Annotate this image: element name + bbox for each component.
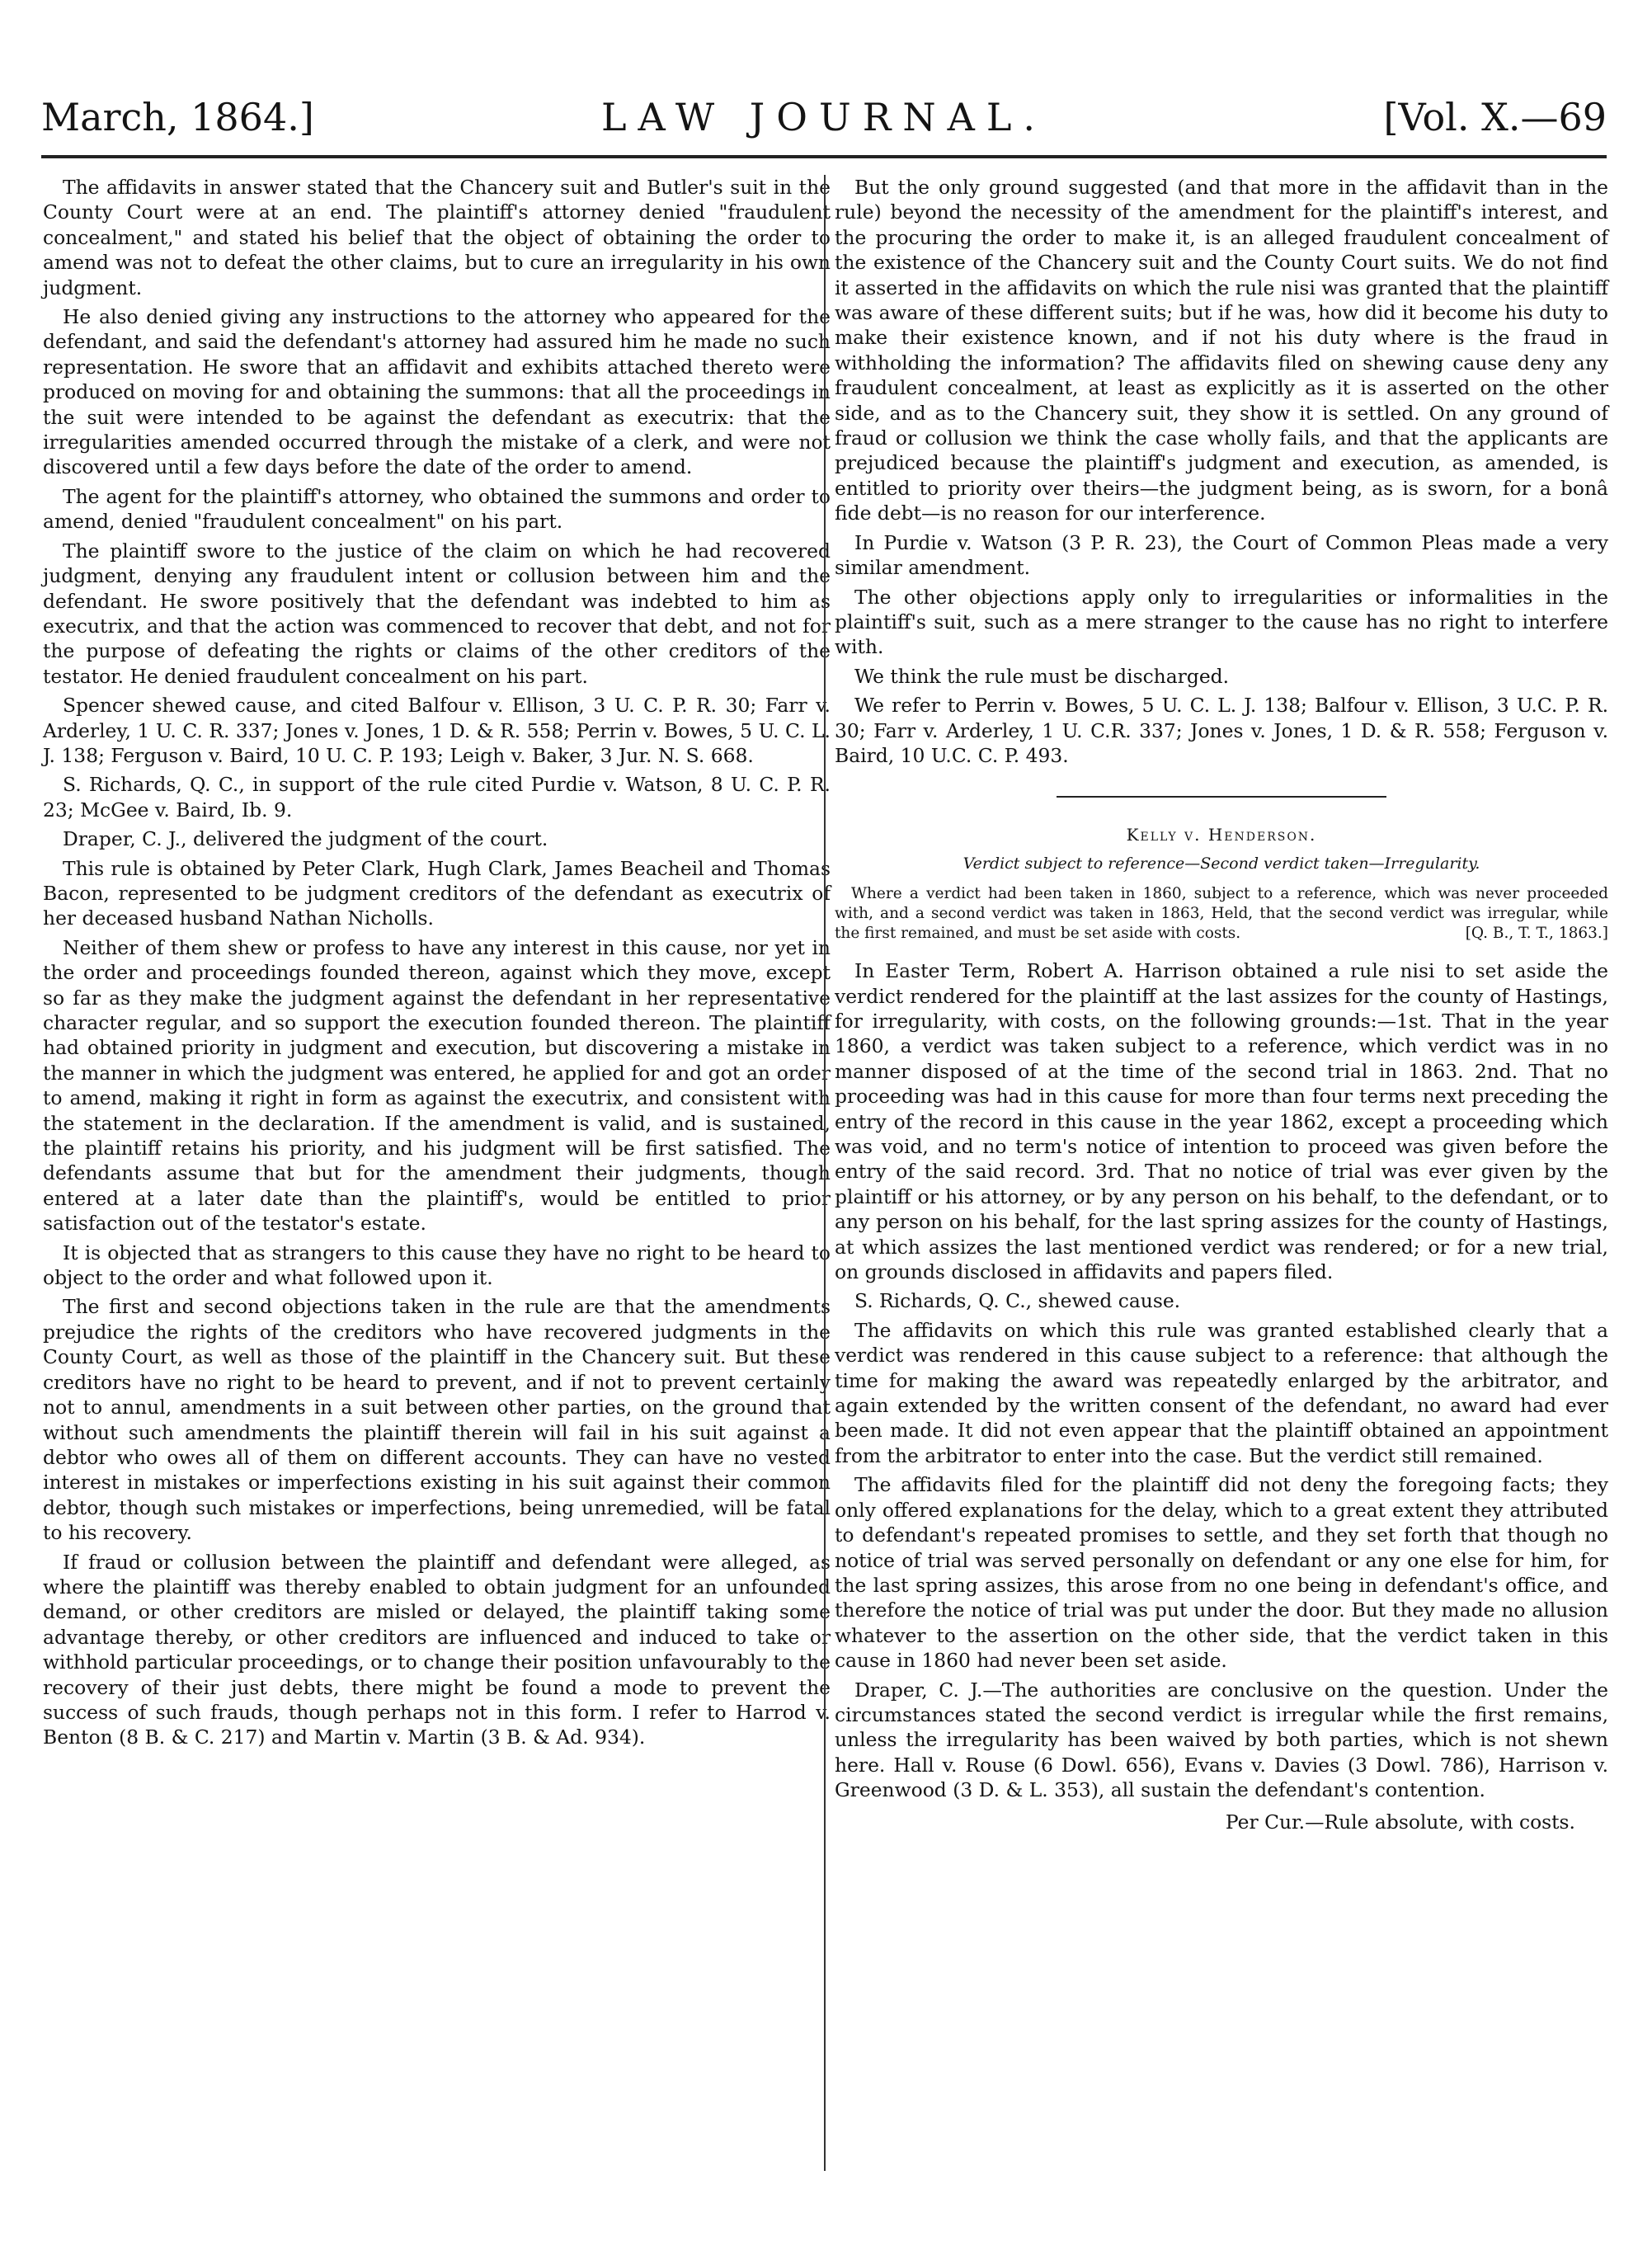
left-column bbox=[43, 175, 831, 1754]
paragraph: Draper, C. J., delivered the judgment of the court. bbox=[63, 827, 548, 851]
paragraph: If fraud or collusion between the plaintiff and defendant were alleged, as where the plaintiff was thereby enabled to obtain judgment for an unfounded demand, or other creditors are misled or delayed, the plaintiff taking some advantage thereby, or other creditors are influenced and induced to take or withhold particular proceedings, or to change their position unfavourably to the recovery of their just debts, there might be found a mode to prevent the success of such frauds, though perhaps not in this form. I refer to Harrod v. Benton (8 B. & C. 217) and Martin v. Martin (3 B. & Ad. 934). bbox=[43, 1550, 831, 1749]
paragraph: S. Richards, Q. C., shewed cause. bbox=[854, 1289, 1181, 1313]
paragraph: The agent for the plaintiff's attorney, who obtained the summons and order to amend, denied "fraudulent concealment" on his part. bbox=[43, 484, 831, 534]
header-title: LAW JOURNAL. bbox=[601, 95, 1047, 139]
closing-line: Per Cur.—Rule absolute, with costs. bbox=[1225, 1810, 1575, 1834]
case-title: Kelly v. Henderson. bbox=[1126, 825, 1317, 845]
running-header bbox=[41, 95, 1607, 153]
paragraph: S. Richards, Q. C., in support of the rule cited Purdie v. Watson, 8 U. C. P. R. 23; McGee v. Baird, Ib. 9. bbox=[43, 773, 831, 822]
paragraph: Draper, C. J.—The authorities are conclusive on the question. Under the circumstances stated the second verdict is irregular while the first remains, unless the irregularity has been waived by both parties, which is not shewn here. Hall v. Rouse (6 Dowl. 656), Evans v. Davies (3 Dowl. 786), Harrison v. Greenwood (3 D. & L. 353), all sustain the defendant's contention. bbox=[835, 1678, 1608, 1802]
paragraph: The other objections apply only to irregularities or informalities in the plaintiff's suit, such as a mere stranger to the cause has no right to interfere with. bbox=[835, 585, 1608, 659]
header-date: March, 1864.] bbox=[41, 95, 314, 139]
paragraph: The affidavits in answer stated that the Chancery suit and Butler's suit in the County Court were at an end. The plaintiff's attorney denied "fraudulent concealment," and stated his belief that the object of obtaining the order to amend was not to defeat the other claims, but to cure an irregularity in his own judgment. bbox=[43, 176, 831, 299]
paragraph: This rule is obtained by Peter Clark, Hugh Clark, James Beacheil and Thomas Bacon, represented to be judgment creditors of the defendant as executrix of her deceased husband Nathan Nicholls. bbox=[43, 856, 831, 930]
paragraph: In Easter Term, Robert A. Harrison obtained a rule nisi to set aside the verdict rendered for the plaintiff at the last assizes for the county of Hastings, for irregularity, with costs, on the following grounds:—1st. That in the year 1860, a verdict was taken subject to a reference, which verdict was in no manner disposed of at the time of the second trial in 1863. 2nd. That no proceeding was had in this cause for more than four terms next preceding the entry of the record in this cause in the year 1862, except a proceeding which was void, and no term's notice of intention to proceed was given before the entry of the said record. 3rd. That no notice of trial was ever given by the plaintiff or his attorney, or by any person on his behalf, to the defendant, or to any person on his behalf, for the last spring assizes for the county of Hastings, at which assizes the last mentioned verdict was rendered; or for a new trial, on grounds disclosed in affidavits and papers filed. bbox=[835, 959, 1608, 1284]
column-divider bbox=[824, 175, 826, 2171]
headnote-text: Where a verdict had been taken in 1860, subject to a reference, which was never proceeded with, and a second verdict was taken in 1863, Held, that the second verdict was irregular, while the first remained, and must be set aside with costs. bbox=[835, 885, 1608, 943]
paragraph: But the only ground suggested (and that more in the affidavit than in the rule) beyond the necessity of the amendment for the plaintiff's interest, and the procuring the order to make it, is an alleged fraudulent concealment of the existence of the Chancery suit and the County Court suits. We do not find it asserted in the affidavits on which the rule nisi was granted that the plaintiff was aware of these different suits; but if he was, how did it become his duty to make their existence known, and if not his duty where is the fraud in withholding the information? The affidavits filed on shewing cause deny any fraudulent concealment, at least as explicitly as it is asserted on the other side, and as to the Chancery suit, they show it is settled. On any ground of fraud or collusion we think the case wholly fails, and that the applicants are prejudiced because the plaintiff's judgment and execution, as amended, is entitled to priority over theirs—the judgment being, as is sworn, for a bonâ fide debt—is no reason for our interference. bbox=[835, 176, 1608, 525]
paragraph: He also denied giving any instructions to the attorney who appeared for the defendant, and said the defendant's attorney had assured him he made no such representation. He swore that an affidavit and exhibits attached thereto were produced on moving for and obtaining the summons: that all the proceedings in the suit were intended to be against the defendant as executrix: that the irregularities amended occurred through the mistake of a clerk, and were not discovered until a few days before the date of the order to amend. bbox=[43, 305, 831, 479]
paragraph: We refer to Perrin v. Bowes, 5 U. C. L. J. 138; Balfour v. Ellison, 3 U.C. P. R. 30; Farr v. Arderley, 1 U. C.R. 337; Jones v. Jones, 1 D. & R. 558; Ferguson v. Baird, 10 U.C. C. P. 493. bbox=[835, 694, 1608, 767]
paragraph: The affidavits filed for the plaintiff did not deny the foregoing facts; they only offered explanations for the delay, which to a great extent they attributed to defendant's repeated promises to settle, and they set forth that though no notice of trial was served personally on defendant or any one else for him, for the last spring assizes, this arose from no one being in defendant's office, and therefore the notice of trial was put under the door. But they made no allusion whatever to the assertion on the other side, that the verdict taken in this cause in 1860 had never been set aside. bbox=[835, 1473, 1608, 1673]
headnote-citation: [Q. B., T. T., 1863.] bbox=[1465, 925, 1608, 943]
right-column bbox=[835, 175, 1608, 1838]
paragraph: It is objected that as strangers to this cause they have no right to be heard to object to the order and what followed upon it. bbox=[43, 1241, 831, 1290]
paragraph: In Purdie v. Watson (3 P. R. 23), the Court of Common Pleas made a very similar amendment. bbox=[835, 530, 1608, 580]
case-separator bbox=[1057, 796, 1386, 798]
paragraph: We think the rule must be discharged. bbox=[854, 664, 1230, 688]
header-volume: [Vol. X.—69 bbox=[1383, 95, 1607, 139]
paragraph: Spencer shewed cause, and cited Balfour v. Ellison, 3 U. C. P. R. 30; Farr v. Arderley, 1 U. C. R. 337; Jones v. Jones, 1 D. & R. 558; Perrin v. Bowes, 5 U. C. L. J. 138; Ferguson v. Baird, 10 U. C. P. 193; Leigh v. Baker, 3 Jur. N. S. 668. bbox=[43, 694, 831, 767]
paragraph: Neither of them shew or profess to have any interest in this cause, nor yet in the order and proceedings founded thereon, against which they move, except so far as they make the judgment against the defendant in her representative character regular, and so support the execution founded thereon. The plaintiff had obtained priority in judgment and execution, but discovering a mistake in the manner in which the judgment was entered, he applied for and got an order to amend, making it right in form as against the executrix, and consistent with the statement in the declaration. If the amendment is valid, and is sustained, the plaintiff retains his priority, and his judgment will be first satisfied. The defendants assume that but for the amendment their judgments, though entered at a later date than the plaintiff's, would be entitled to prior satisfaction out of the testator's estate. bbox=[43, 935, 831, 1236]
paragraph: The first and second objections taken in the rule are that the amendments prejudice the rights of the creditors who have recovered judgments in the County Court, as well as those of the plaintiff in the Chancery suit. But these creditors have no right to be heard to prevent, and if not to prevent certainly not to annul, amendments in a suit between other parties, on the ground that without such amendments the plaintiff therein will fail in his suit against a debtor who owes all of them on different accounts. They can have no vested interest in mistakes or imperfections existing in his suit against their common debtor, though such mistakes or imperfections, being unremedied, will be fatal to his recovery. bbox=[43, 1295, 831, 1545]
header-rule bbox=[41, 155, 1607, 158]
case-subtitle: Verdict subject to reference—Second verdict taken—Irregularity. bbox=[962, 854, 1480, 873]
case-headnote bbox=[835, 884, 1608, 944]
paragraph: The affidavits on which this rule was granted established clearly that a verdict was rendered in this cause subject to a reference: that although the time for making the award was repeatedly enlarged by the arbitrator, and again extended by the written consent of the defendant, no award had ever been made. It did not even appear that the plaintiff obtained an appointment from the arbitrator to enter into the case. But the verdict still remained. bbox=[835, 1318, 1608, 1467]
paragraph: The plaintiff swore to the justice of the claim on which he had recovered judgment, denying any fraudulent intent or collusion between him and the defendant. He swore positively that the defendant was indebted to him as executrix, and that the action was commenced to recover that debt, and not for the purpose of defeating the rights or claims of the other creditors of the testator. He denied fraudulent concealment on his part. bbox=[43, 539, 831, 688]
